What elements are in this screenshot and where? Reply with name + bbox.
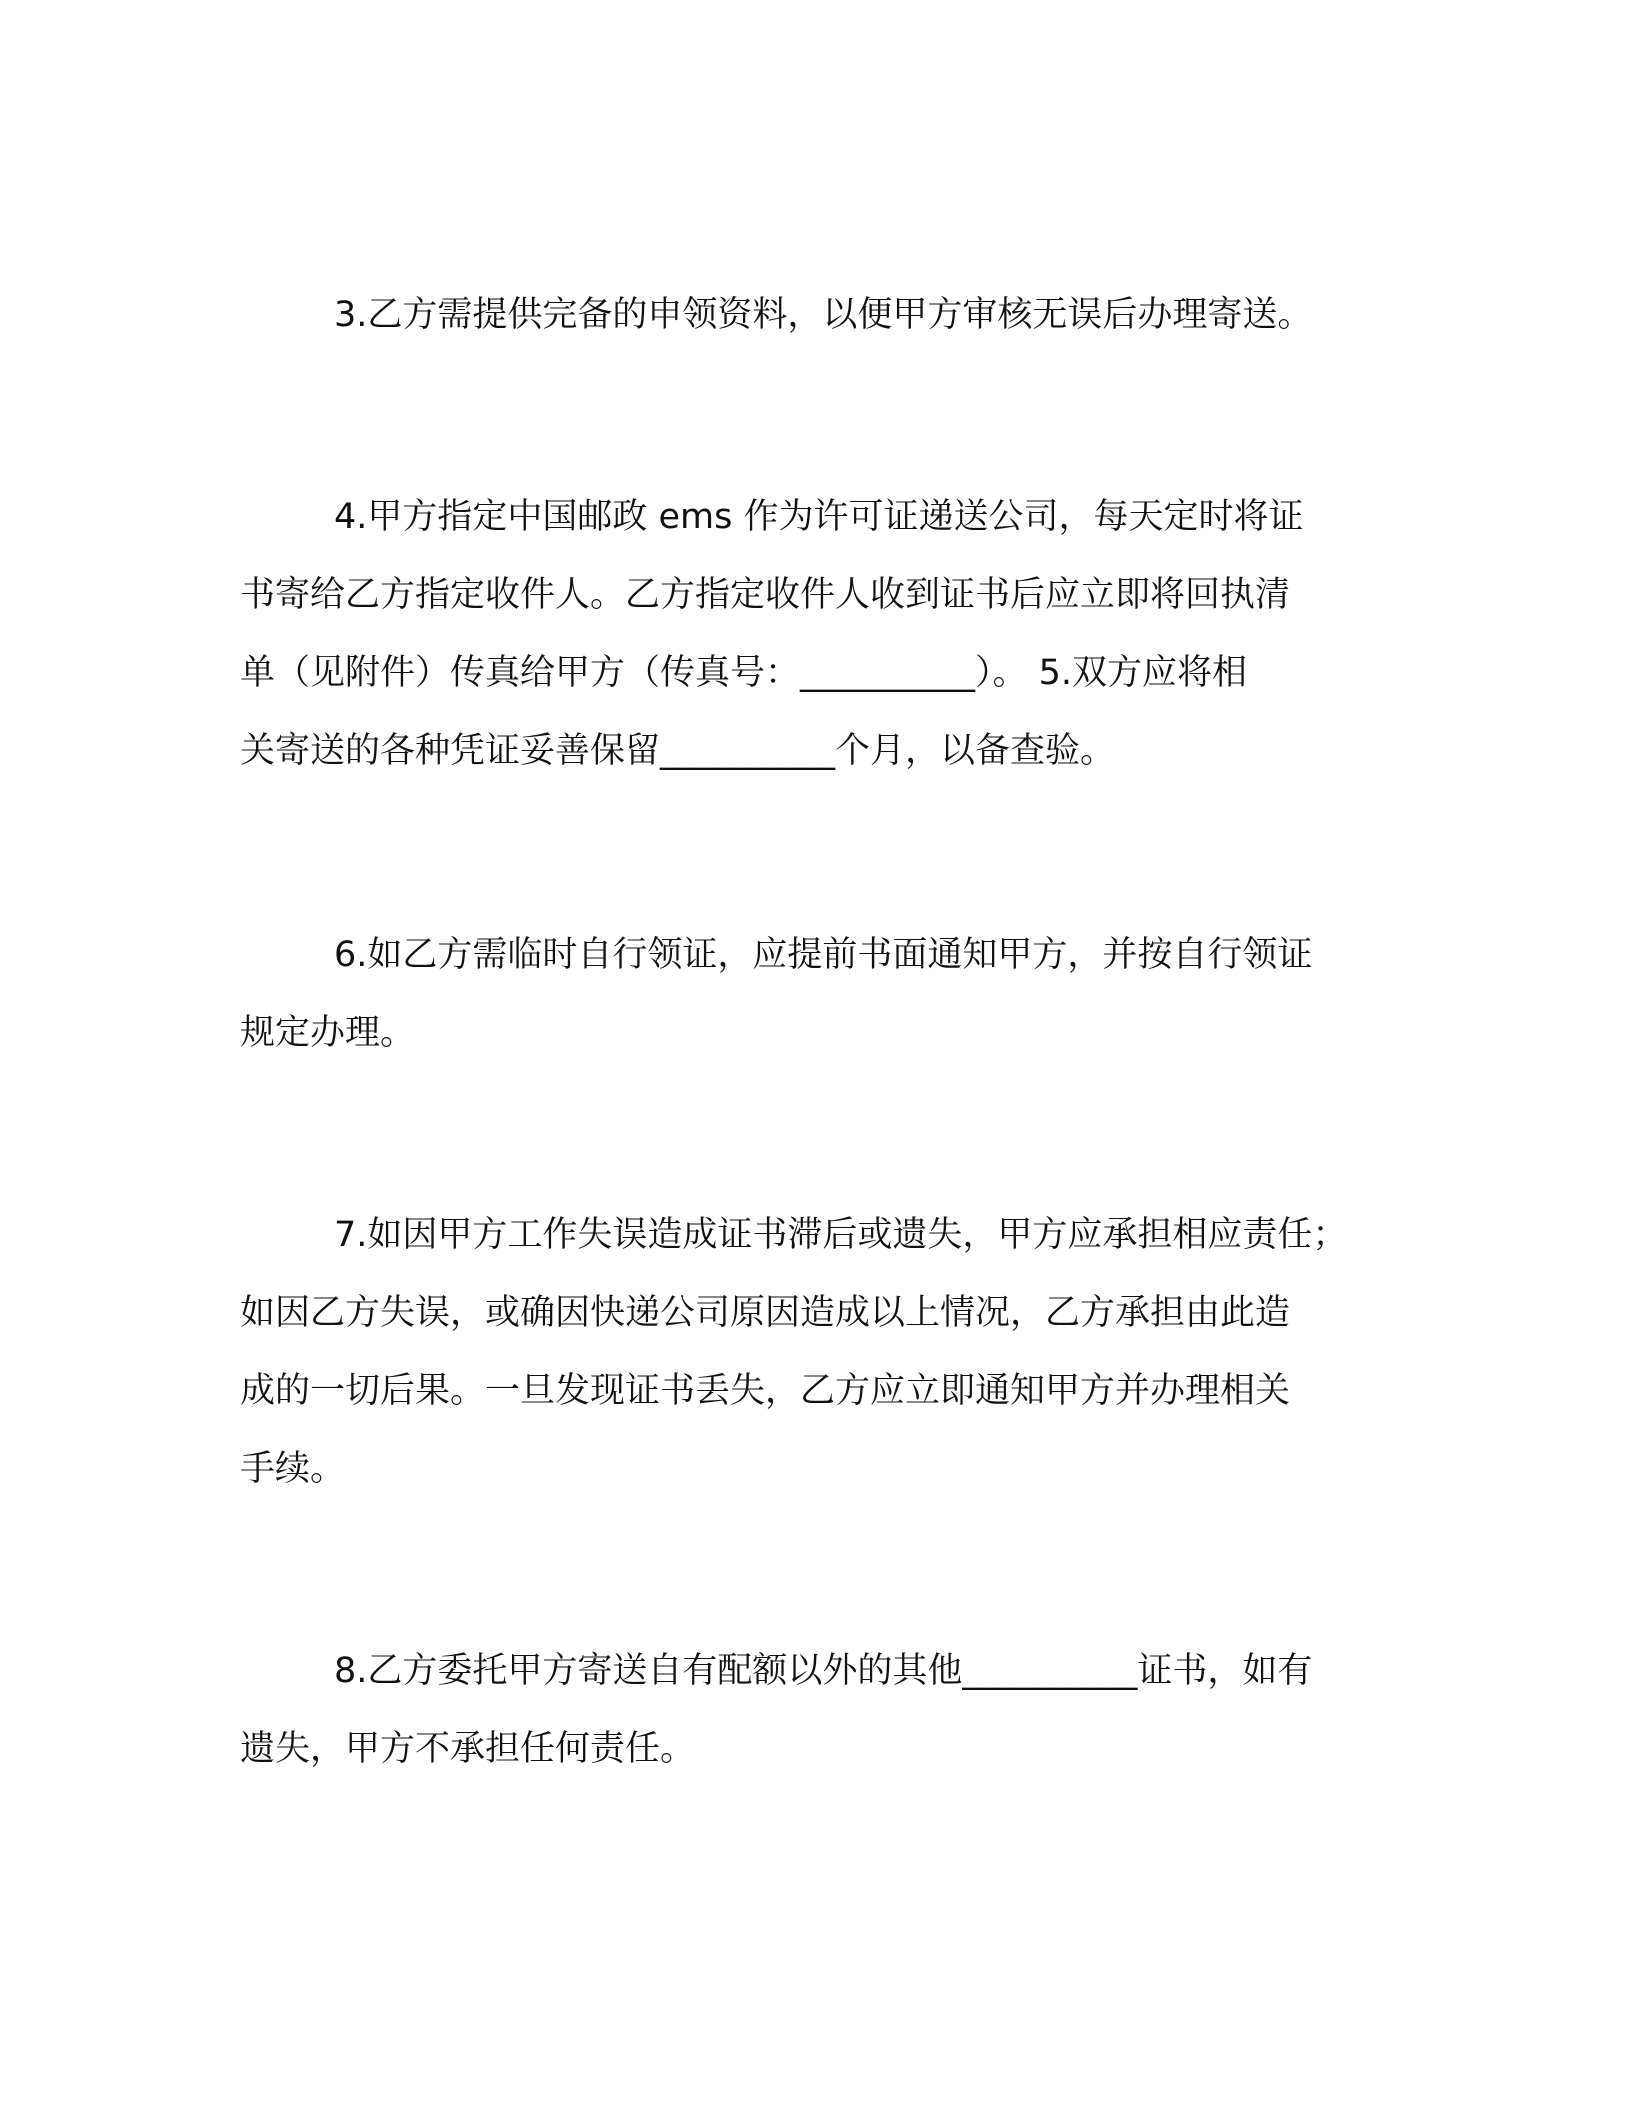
paragraph-line: 书寄给乙方指定收件人。乙方指定收件人收到证书后应立即将回执清: [240, 575, 1291, 615]
clause-8-paragraph: [240, 1632, 1390, 1788]
paragraph-line: 关寄送的各种凭证妥善保留__________个月，以备查验。: [240, 731, 1116, 771]
clause-4-5-paragraph: [240, 478, 1390, 790]
clause-6-paragraph: [240, 916, 1390, 1072]
paragraph-line: 规定办理。: [240, 1013, 416, 1053]
paragraph-line: 手续。: [240, 1449, 346, 1489]
paragraph-line: 4.甲方指定中国邮政 ems 作为许可证递送公司，每天定时将证: [334, 497, 1304, 537]
paragraph-line: 成的一切后果。一旦发现证书丢失，乙方应立即通知甲方并办理相关: [240, 1371, 1291, 1411]
clause-3-paragraph: [240, 276, 1390, 354]
paragraph-line: 3.乙方需提供完备的申领资料，以便甲方审核无误后办理寄送。: [334, 295, 1313, 335]
paragraph-line: 如因乙方失误，或确因快递公司原因造成以上情况，乙方承担由此造: [240, 1293, 1291, 1333]
paragraph-line: 8.乙方委托甲方寄送自有配额以外的其他__________证书，如有: [334, 1651, 1313, 1691]
paragraph-line: 7.如因甲方工作失误造成证书滞后或遗失，甲方应承担相应责任；: [334, 1215, 1348, 1255]
paragraph-line: 遗失，甲方不承担任何责任。: [240, 1729, 696, 1769]
paragraph-line: 6.如乙方需临时自行领证，应提前书面通知甲方，并按自行领证: [334, 935, 1313, 975]
paragraph-line: 单（见附件）传真给甲方（传真号：__________）。 5.双方应将相: [240, 653, 1248, 693]
clause-7-paragraph: [240, 1196, 1390, 1508]
